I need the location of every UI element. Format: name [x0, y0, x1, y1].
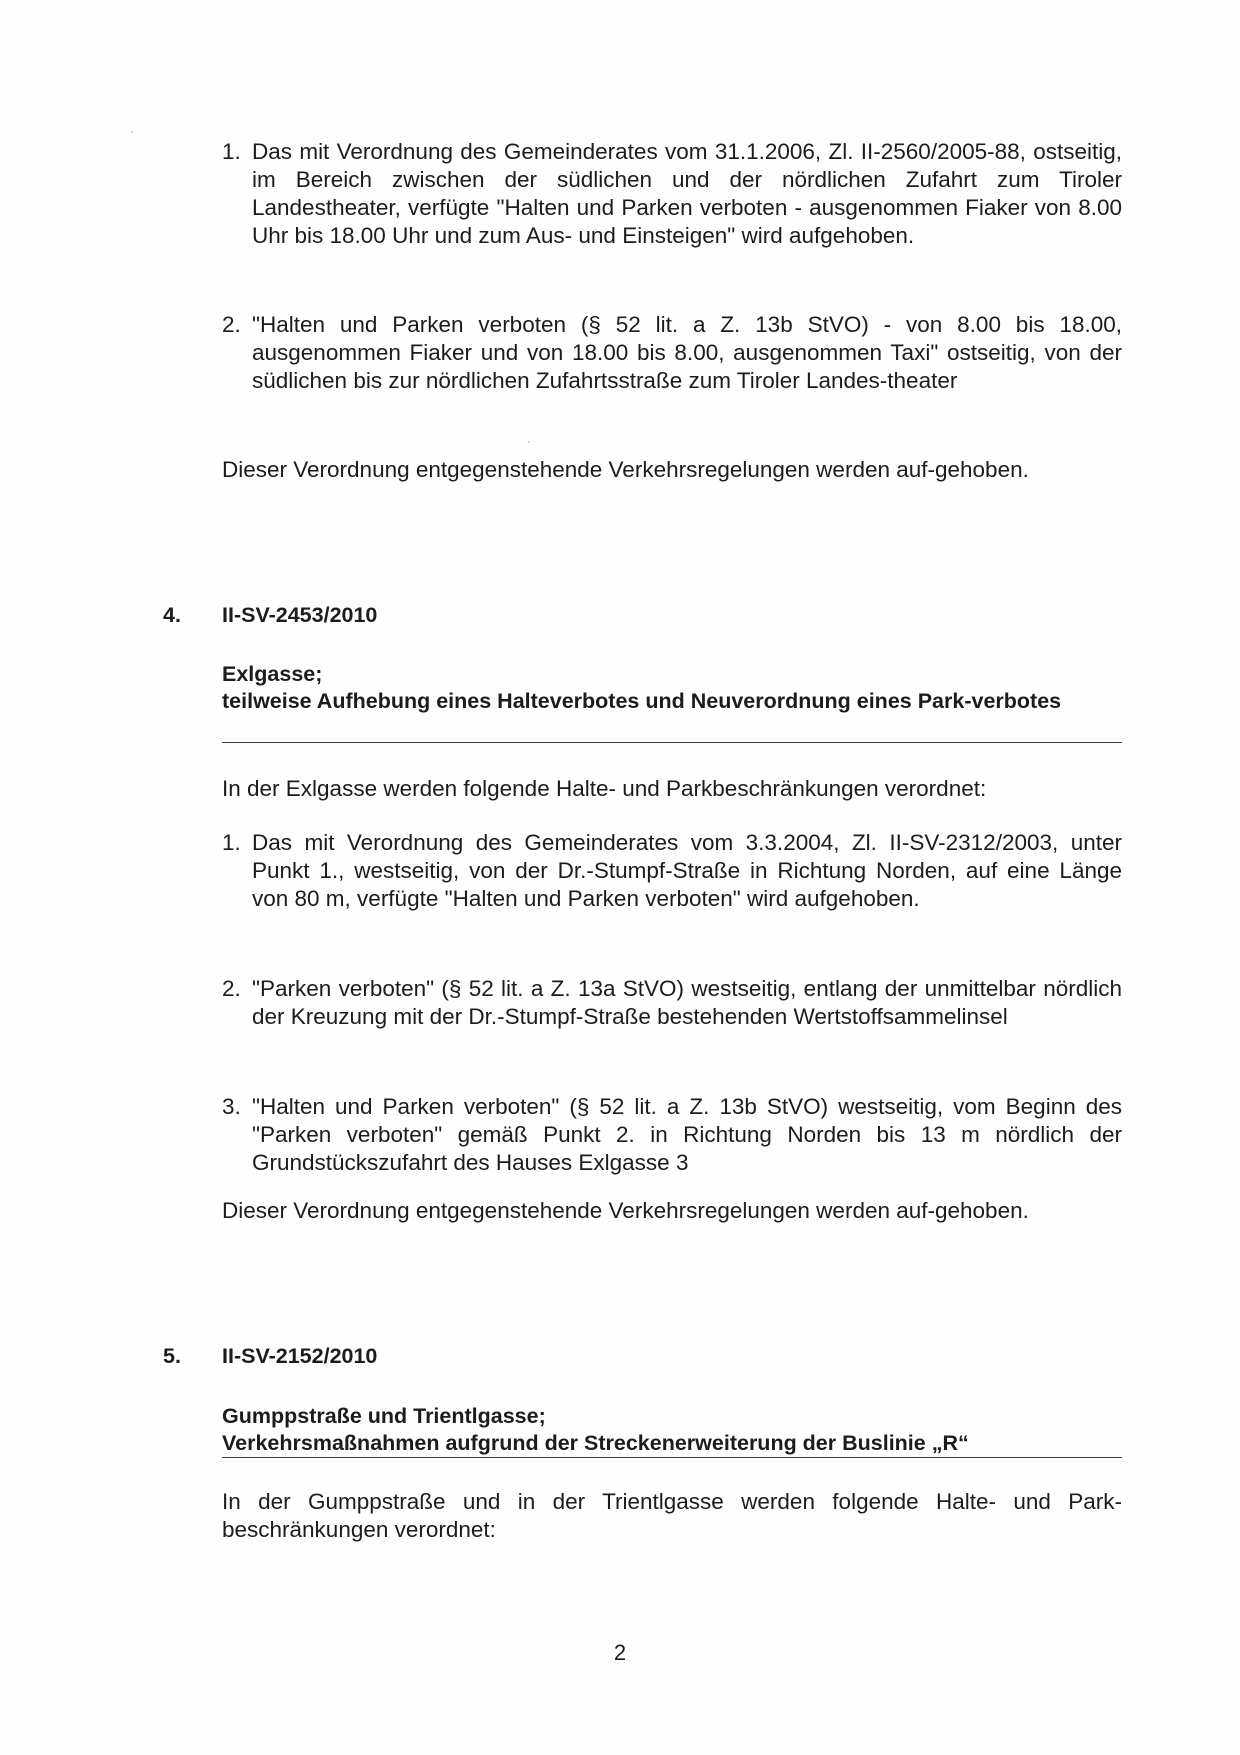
list-item — [222, 829, 1122, 913]
section-number: 4. — [163, 603, 181, 627]
subject-title: teilweise Aufhebung eines Halteverbotes und Neuverordnung eines Park-verbotes — [222, 689, 1062, 713]
subject-street: Gumppstraße und Trientlgasse; — [222, 1404, 546, 1428]
previous-section-items — [222, 138, 1122, 250]
list-item-number: 2. — [222, 312, 241, 337]
list-item-text: "Halten und Parken verboten (§ 52 lit. a Z. 13b StVO) - von 8.00 bis 18.00, ausgenommen Fiaker und von 18.00 bis 8.00, ausgenommen Taxi" ostseitig, von der südlichen bis zur nördlichen Zufahrtsstraße zum Tiroler Landes-theater — [252, 312, 1122, 393]
subject-title: Verkehrsmaßnahmen aufgrund der Streckenerweiterung der Buslinie „R“ — [222, 1431, 969, 1455]
section-heading — [163, 601, 377, 629]
list-item — [222, 1093, 1122, 1177]
list-item — [222, 311, 1122, 395]
section-intro: In der Exlgasse werden folgende Halte- und Parkbeschränkungen verordnet: — [222, 776, 987, 801]
section-subject — [222, 661, 1122, 715]
section-items — [222, 975, 1122, 1031]
section-reference: II-SV-2453/2010 — [222, 603, 378, 627]
list-item-text: "Parken verboten" (§ 52 lit. a Z. 13a StVO) westseitig, entlang der unmittelbar nördlich der Kreuzung mit der Dr.-Stumpf-Straße bestehenden Wertstoffsammelinsel — [252, 976, 1122, 1029]
list-item — [222, 138, 1122, 250]
subject-underline — [222, 1457, 1122, 1458]
section-number: 5. — [163, 1344, 181, 1368]
section-reference: II-SV-2152/2010 — [222, 1344, 378, 1368]
list-item-number: 1. — [222, 830, 241, 855]
section-heading — [163, 1342, 377, 1370]
list-item-text: Das mit Verordnung des Gemeinderates vom 31.1.2006, Zl. II-2560/2005-88, ostseitig, im Bereich zwischen der südlichen und der nördlichen Zufahrt zum Tiroler Landestheater, verfügte "Halten und Parken verboten - ausgenommen Fiaker von 8.00 Uhr bis 18.00 Uhr und zum Aus- und Einsteigen" wird aufgehoben. — [252, 139, 1122, 248]
section-items — [222, 1093, 1122, 1177]
list-item-text: Das mit Verordnung des Gemeinderates vom 3.3.2004, Zl. II-SV-2312/2003, unter Punkt 1., westseitig, von der Dr.-Stumpf-Straße in Richtung Norden, auf eine Länge von 80 m, verfügte "Halten und Parken verboten" wird aufgehoben. — [252, 830, 1122, 911]
scan-speck — [528, 441, 530, 443]
page-number: 2 — [613, 1640, 627, 1665]
closing-paragraph: Dieser Verordnung entgegenstehende Verkehrsregelungen werden auf-gehoben. — [222, 457, 1029, 482]
list-item-number: 1. — [222, 139, 241, 164]
section-intro: In der Gumppstraße und in der Trientlgasse werden folgende Halte- und Park-beschränkungen verordnet: — [222, 1489, 1122, 1542]
previous-section-items — [222, 311, 1122, 395]
list-item-text: "Halten und Parken verboten" (§ 52 lit. a Z. 13b StVO) westseitig, vom Beginn des "Parken verboten" gemäß Punkt 2. in Richtung Norden bis 13 m nördlich der Grundstückszufahrt des Hauses Exlgasse 3 — [252, 1094, 1122, 1175]
list-item — [222, 975, 1122, 1031]
list-item-number: 2. — [222, 976, 241, 1001]
scan-speck — [131, 131, 133, 133]
subject-street: Exlgasse; — [222, 662, 323, 686]
section-subject — [222, 1403, 1122, 1457]
section-items — [222, 829, 1122, 913]
list-item-number: 3. — [222, 1094, 241, 1119]
subject-underline — [222, 742, 1122, 743]
closing-paragraph: Dieser Verordnung entgegenstehende Verkehrsregelungen werden auf-gehoben. — [222, 1198, 1029, 1223]
